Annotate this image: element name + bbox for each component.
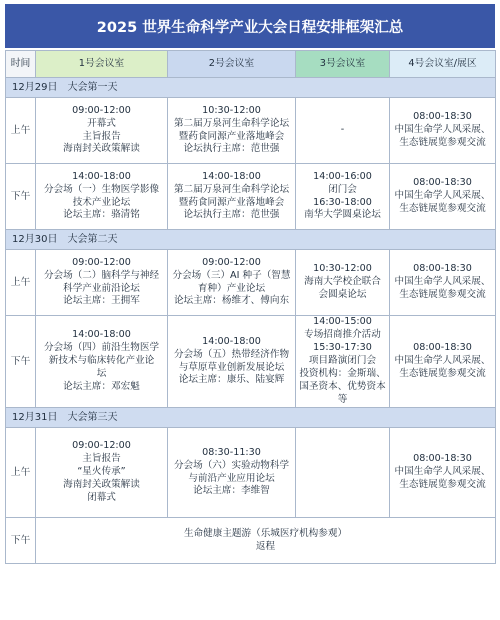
cell-line: 论坛主席：杨维才、傅向东 xyxy=(173,295,290,307)
room-1-cell xyxy=(36,316,168,408)
period-cell: 下午 xyxy=(6,164,36,230)
cell-line: 论坛执行主席：范世强 xyxy=(183,209,280,221)
cell-line: 科学产业前沿论坛 xyxy=(63,282,140,294)
room-2-cell xyxy=(168,98,296,164)
day-label: 12月31日 大会第三天 xyxy=(6,408,496,428)
cell-line: - xyxy=(340,124,345,136)
room-4-cell xyxy=(390,316,496,408)
room-1-cell xyxy=(36,98,168,164)
cell-line: 08:00-18:30 xyxy=(413,177,472,189)
cell-line: 14:00-18:00 xyxy=(72,170,131,182)
room-3-cell xyxy=(296,428,390,518)
cell-line: 09:00-12:00 xyxy=(72,104,131,116)
cell-line: 论坛主席：王拥军 xyxy=(63,295,140,307)
session-row xyxy=(6,250,496,316)
session-row xyxy=(6,518,496,564)
session-row xyxy=(6,98,496,164)
cell-line: 分会场（六）实验动物科学 xyxy=(173,459,290,471)
session-row xyxy=(6,164,496,230)
cell-line: 分会场（一）生物医学影像 xyxy=(43,183,160,195)
header-row xyxy=(6,51,496,78)
period-cell: 下午 xyxy=(6,518,36,564)
cell-line: 生态链展览参观交流 xyxy=(399,202,486,214)
room-4-cell xyxy=(390,428,496,518)
cell-line: 国圣资本、优势资本 xyxy=(299,380,386,392)
cell-line: 中国生命学人风采展、 xyxy=(394,276,491,288)
cell-line: 14:00-18:00 xyxy=(72,329,131,341)
cell-line: 专场招商推介活动 xyxy=(304,329,381,341)
cell-line: 论坛主席：康乐、陆宴辉 xyxy=(178,374,285,386)
cell-line: 分会场（五）热带经济作物 xyxy=(173,348,290,360)
cell-line: 项目路演闭门会 xyxy=(308,355,377,367)
room-3-cell xyxy=(296,316,390,408)
cell-line: 14:00-18:00 xyxy=(202,170,261,182)
header-room-3: 3号会议室 xyxy=(296,51,390,78)
cell-line: 15:30-17:30 xyxy=(313,342,372,354)
cell-line: 主旨报告 xyxy=(82,453,121,465)
header-room-4: 4号会议室/展区 xyxy=(390,51,496,78)
cell-line: 14:00-15:00 xyxy=(313,316,372,328)
cell-line: 主旨报告 xyxy=(82,130,121,142)
room-1-cell xyxy=(36,164,168,230)
day-label: 12月29日 大会第一天 xyxy=(6,78,496,98)
cell-line: 闭门会 xyxy=(328,183,357,195)
cell-line: 08:00-18:30 xyxy=(413,263,472,275)
cell-line: 论坛执行主席：范世强 xyxy=(183,143,280,155)
cell-line: 闭幕式 xyxy=(87,491,116,503)
room-2-cell xyxy=(168,316,296,408)
period-cell: 下午 xyxy=(6,316,36,408)
room-2-cell xyxy=(168,250,296,316)
room-3-cell xyxy=(296,250,390,316)
cell-line: 等 xyxy=(337,393,348,405)
cell-line: 分会场（四）前沿生物医学 xyxy=(43,342,160,354)
day-row xyxy=(6,78,496,98)
cell-line: 新技术与临床转化产业论 xyxy=(48,355,155,367)
session-row xyxy=(6,428,496,518)
session-row xyxy=(6,316,496,408)
cell-line: 09:00-12:00 xyxy=(72,440,131,452)
cell-line: 09:00-12:00 xyxy=(202,256,261,268)
cell-line: 10:30-12:00 xyxy=(202,104,261,116)
room-1-cell xyxy=(36,250,168,316)
cell-line: “星火传承” xyxy=(77,466,126,478)
cell-line: 中国生命学人风采展、 xyxy=(394,190,491,202)
cell-line: 海南封关政策解读 xyxy=(63,143,140,155)
cell-line: 中国生命学人风采展、 xyxy=(394,466,491,478)
cell-line: 第二届万泉河生命科学论坛 xyxy=(173,183,290,195)
cell-line: 海南大学校企联合 xyxy=(304,276,381,288)
cell-line: 技术产业论坛 xyxy=(72,196,131,208)
cell-line: 海南封关政策解读 xyxy=(63,478,140,490)
room-4-cell xyxy=(390,98,496,164)
cell-line: 与草原草业创新发展论坛 xyxy=(178,361,285,373)
cell-line: 返程 xyxy=(255,540,276,552)
cell-line: 坛 xyxy=(96,367,107,379)
cell-line: 14:00-16:00 xyxy=(313,170,372,182)
cell-line: 生态链展览参观交流 xyxy=(399,288,486,300)
cell-line: 中国生命学人风采展、 xyxy=(394,124,491,136)
cell-line: 08:30-11:30 xyxy=(202,446,261,458)
cell-line: 暨药食同源产业落地峰会 xyxy=(178,196,285,208)
room-1-cell xyxy=(36,428,168,518)
cell-line: 论坛主席：邓宏魁 xyxy=(63,380,140,392)
day-label: 12月30日 大会第二天 xyxy=(6,230,496,250)
cell-line: 与前沿产业应用论坛 xyxy=(188,472,275,484)
room-4-cell xyxy=(390,164,496,230)
cell-line: 生态链展览参观交流 xyxy=(399,136,486,148)
schedule-table xyxy=(5,50,496,564)
cell-line: 08:00-18:30 xyxy=(413,342,472,354)
cell-line: 开幕式 xyxy=(87,117,116,129)
cell-line: 投资机构：金斯瑞、 xyxy=(299,367,386,379)
period-cell: 上午 xyxy=(6,98,36,164)
room-2-cell xyxy=(168,164,296,230)
cell-line: 第二届万泉河生命科学论坛 xyxy=(173,117,290,129)
header-time: 时间 xyxy=(6,51,36,78)
day-row xyxy=(6,408,496,428)
merged-cell xyxy=(36,518,496,564)
schedule-body xyxy=(6,78,496,564)
cell-line: 暨药食同源产业落地峰会 xyxy=(178,130,285,142)
period-cell: 上午 xyxy=(6,250,36,316)
cell-line: 分会场（二）脑科学与神经 xyxy=(43,269,160,281)
day-row xyxy=(6,230,496,250)
page-title: 2025 世界生命科学产业大会日程安排框架汇总 xyxy=(5,4,495,48)
header-room-2: 2号会议室 xyxy=(168,51,296,78)
cell-line: 育种）产业论坛 xyxy=(197,282,266,294)
cell-line: 10:30-12:00 xyxy=(313,263,372,275)
cell-line: 16:30-18:00 xyxy=(313,196,372,208)
room-3-cell xyxy=(296,164,390,230)
cell-line: 生态链展览参观交流 xyxy=(399,478,486,490)
cell-line: 南华大学圆桌论坛 xyxy=(304,209,381,221)
header-room-1: 1号会议室 xyxy=(36,51,168,78)
cell-line: 08:00-18:30 xyxy=(413,453,472,465)
room-2-cell xyxy=(168,428,296,518)
period-cell: 上午 xyxy=(6,428,36,518)
cell-line: 08:00-18:30 xyxy=(413,111,472,123)
cell-line: 论坛主席：李维智 xyxy=(193,485,270,497)
cell-line: 14:00-18:00 xyxy=(202,335,261,347)
cell-line: 生命健康主题游（乐城医疗机构参观） xyxy=(183,527,348,539)
room-4-cell xyxy=(390,250,496,316)
cell-line: 09:00-12:00 xyxy=(72,256,131,268)
cell-line: 分会场（三）AI 种子（智慧 xyxy=(172,269,291,281)
cell-line: 生态链展览参观交流 xyxy=(399,367,486,379)
cell-line: 中国生命学人风采展、 xyxy=(394,355,491,367)
room-3-cell xyxy=(296,98,390,164)
cell-line: 会圆桌论坛 xyxy=(318,288,367,300)
cell-line: 论坛主席：骆清铭 xyxy=(63,209,140,221)
